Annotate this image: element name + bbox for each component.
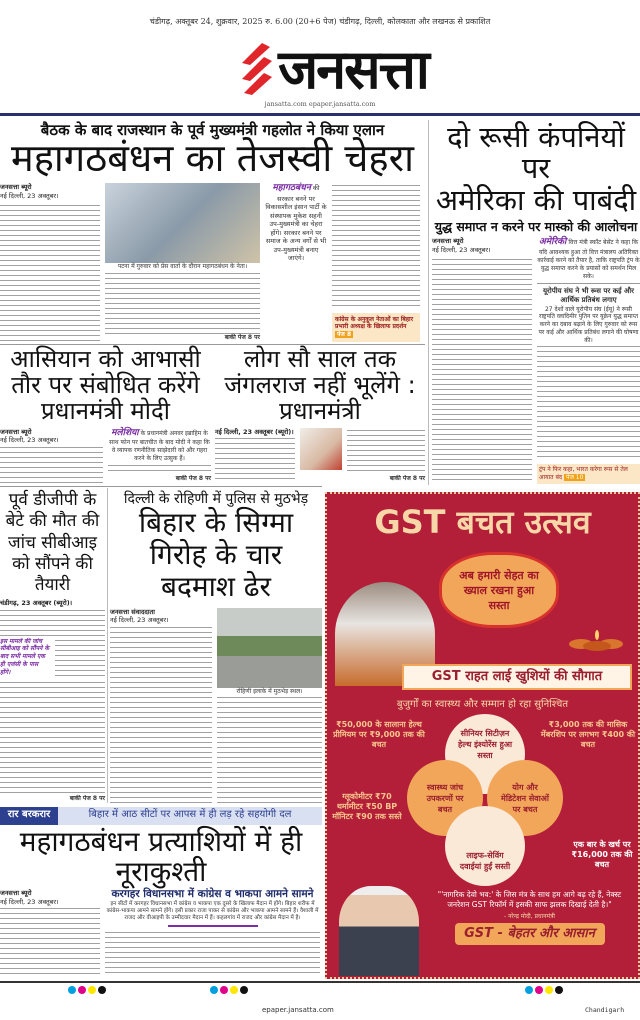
register-mark <box>78 986 86 994</box>
footer-edition: Chandigarh <box>585 1006 625 1014</box>
lead-body-lower <box>105 271 260 334</box>
headline-line[interactable]: दो रूसी कंपनियों पर <box>447 120 625 186</box>
logo-text: जनसत्ता <box>278 37 428 101</box>
lead-photo[interactable] <box>105 183 260 263</box>
jungleraj-dateline: नई दिल्ली, 23 अक्तूबर (ब्यूरो)। <box>215 427 294 436</box>
lead-columns <box>0 183 425 342</box>
register-mark <box>68 986 76 994</box>
gst-advertisement[interactable] <box>325 492 640 979</box>
band-label: रार बरकरार <box>0 807 58 825</box>
russia-col1 <box>432 237 532 484</box>
eu-head: यूरोपीय संघ ने भी रूस पर कई और आर्थिक प्रतिबंध लगाए <box>543 287 634 305</box>
encounter-kicker: दिल्ली के रोहिणी में पुलिस से मुठभेड़ <box>123 491 309 507</box>
register-mark <box>88 986 96 994</box>
lead-continued[interactable]: बाकी पेज 8 पर <box>224 334 260 342</box>
footer-rule <box>0 981 640 983</box>
ad-speech-bubble: अब हमारी सेहत का ख्याल रखना हुआ सस्ता <box>439 552 559 628</box>
ad-quote-block <box>427 890 632 945</box>
asean-col2 <box>108 428 211 483</box>
pullquote-text: की सरकार बनने पर विकासशील इंसान पार्टी के संस्थापक मुकेश सहनी उप-मुख्यमंत्री का चेहरा होंगे। सरकार बनने पर समाज के अन्य वर्गों से भी उप-मुख्यमंत्री बनाए जाएंगे। <box>265 184 327 262</box>
dateline: नई दिल्ली, 23 अक्तूबर। <box>0 191 59 200</box>
lead-headline[interactable]: महागठबंधन का तेजस्वी चेहरा <box>11 136 414 181</box>
ad-circle-insurance: सीनियर सिटीज़न हेल्थ इंश्योरेंस हुआ सस्ता <box>445 714 525 794</box>
russia-byline <box>432 237 532 254</box>
infight-subtext: इन सीटों में करगहर विधानसभा में कांग्रेस व भाकपा एक दूसरे के खिलाफ मैदान में होंगे। बिहार शरीफ में कांग्रेस-भाकपा आमने सामने होंगे। इसी प्रकार राजा पाकर से कांग्रेस और भाकपा आमने सामने हैं। वैशाली में राजद और वीआइपी के उम्मीदवार मैदान में हैं। कहलगांव में राजद और कांग्रेस मैदान में है। <box>106 900 319 922</box>
ad-quote: "'नागरिक देवो भव:' के जिस मंत्र के साथ हम आगे बढ़ रहे हैं, नेक्स्ट जनरेशन GST रिफॉर्म में इसकी साफ झलक दिखाई देती है।" <box>437 890 622 909</box>
footer-site[interactable]: epaper.jansatta.com <box>262 1006 334 1014</box>
byline: जनसत्ता ब्यूरो <box>432 237 464 246</box>
register-mark <box>555 986 563 994</box>
dgp-continued[interactable]: बाकी पेज 8 पर <box>69 795 105 803</box>
side-kicker: अमेरिकी <box>538 237 567 248</box>
pull-kicker: मलेशिया <box>111 427 139 438</box>
ad-saving-membership: ₹3,000 तक की मासिक मेंबरशिप पर लगभग ₹400 की बचत <box>540 720 636 749</box>
encounter-columns <box>110 608 322 803</box>
encounter-body <box>110 625 212 803</box>
encounter-col2 <box>217 608 322 803</box>
jungleraj-story <box>215 347 425 483</box>
website-links[interactable]: jansatta.com epaper.jansatta.com <box>264 100 376 108</box>
encounter-col1 <box>110 608 212 803</box>
byline: जनसत्ता ब्यूरो <box>0 889 32 898</box>
ad-circle-devices: स्वास्थ्य जांच उपकरणों पर बचत <box>407 760 483 836</box>
headline-line[interactable]: अमेरिका की पाबंदी <box>435 182 637 217</box>
lead-body-col1 <box>0 203 100 342</box>
infight-col2 <box>105 889 320 977</box>
register-mark <box>220 986 228 994</box>
lead-box <box>332 313 420 342</box>
lead-pullquote <box>265 183 327 342</box>
dgp-body-3 <box>0 680 105 796</box>
infight-headline[interactable]: महागठबंधन प्रत्याशियों में ही नूराकुश्ती <box>19 825 303 889</box>
infight-col1 <box>0 889 100 977</box>
russia-body <box>432 257 532 484</box>
infight-body <box>0 906 100 977</box>
ad-banner: GST राहत लाई खुशियों की सौगात <box>402 664 632 690</box>
encounter-headline[interactable]: बिहार के सिग्मा गिरोह के चार बदमाश ढेर <box>138 506 294 604</box>
infight-subhead: करगहर विधानसभा में कांग्रेस व भाकपा आमने सामने <box>111 888 314 901</box>
infight-body-2 <box>105 930 320 977</box>
ad-saving-onetime: एक बार के खर्च पर ₹16,000 तक की बचत <box>571 840 633 869</box>
asean-continued[interactable]: बाकी पेज 8 पर <box>175 475 211 483</box>
dgp-headline[interactable]: पूर्व डीजीपी के बेटे की मौत की जांच सीबीआइ को सौंपने की तैयारी <box>5 490 100 595</box>
asean-body <box>0 445 103 483</box>
divider <box>537 283 640 284</box>
eu-body <box>537 344 640 461</box>
box-text: कांग्रेस के अनुकूल नेताओं का बिहार प्रभारी अध्यक्ष के खिलाफ प्रदर्शन <box>335 315 414 331</box>
divider <box>0 486 322 487</box>
jungleraj-col1 <box>215 428 295 483</box>
register-mark <box>240 986 248 994</box>
band-text: बिहार में आठ सीटों पर आपस में ही लड़ रहे सहयोगी दल <box>88 809 292 820</box>
dgp-story <box>0 490 105 803</box>
asean-columns <box>0 428 211 483</box>
register-mark <box>98 986 106 994</box>
side-text: वित्त मंत्री स्कॉट बेसेंट ने कहा कि यदि आवश्यक हुआ तो वित्त मंत्रालय अतिरिक्त कार्रवाई करने को तैयार है, ताकि राष्ट्रपति ट्रंप के युद्ध समाप्त करने के प्रयासों को समर्थन मिल सके। <box>537 239 640 280</box>
masthead-rule <box>0 113 640 116</box>
jungleraj-headline[interactable]: लोग सौ साल तक जंगलराज नहीं भूलेंगे : प्रधानमंत्री <box>224 345 416 425</box>
asean-pull <box>108 428 211 463</box>
box-text: ट्रंप ने फिर कहा, भारत करेगा रूस से तेल आयात बंद <box>539 466 628 482</box>
pullquote-kicker: महागठबंधन <box>272 183 311 194</box>
dgp-dateline: चंडीगढ़, 23 अक्तूबर (ब्यूरो)। <box>0 599 73 608</box>
section-band <box>0 807 322 825</box>
asean-col1 <box>0 428 103 483</box>
modi-photo <box>300 428 342 470</box>
asean-headline[interactable]: आसियान को आभासी तौर पर संबोधित करेंगे प्रधानमंत्री मोदी <box>10 345 201 425</box>
encounter-byline <box>110 608 212 625</box>
page-ref[interactable]: पेज 8 <box>337 331 352 339</box>
masthead-logo[interactable] <box>150 38 510 100</box>
lead-photo-caption: पटना में गुरुवार को प्रेस वार्ता के दौरान महागठबंधन के नेता। <box>117 263 248 271</box>
jungleraj-columns <box>215 428 425 483</box>
page-ref[interactable]: पेज 10 <box>566 474 584 482</box>
ad-footer: GST - बेहतर और आसान <box>455 923 605 945</box>
column-divider <box>107 488 108 803</box>
ad-saving-devices: ग्लूकोमीटर ₹70 थर्मामीटर ₹50 BP मॉनिटर ₹90 तक सस्ते <box>332 792 402 821</box>
ad-subtitle: बुजुर्गों का स्वास्थ्य और सम्मान हो रहा सुनिश्चित <box>396 699 569 710</box>
russia-headline <box>432 122 640 216</box>
lead-body-col4 <box>332 183 420 309</box>
asean-body-2 <box>108 463 211 475</box>
ad-title: GST बचत उत्सव <box>374 503 591 541</box>
jungleraj-body-2 <box>347 428 425 475</box>
ad-saving-premium: ₹50,000 के सालाना हेल्थ प्रीमियम पर ₹9,000 तक की बचत <box>333 720 425 749</box>
russia-box <box>537 464 640 484</box>
ad-quote-by: - नरेन्द्र मोदी, प्रधानमंत्री <box>504 912 555 920</box>
jungleraj-continued[interactable]: बाकी पेज 8 पर <box>389 475 425 483</box>
lead-col4 <box>332 183 420 342</box>
eu-text: 27 देशों वाले यूरोपीय संघ (ईयू) ने रूसी राष्ट्रपति व्लादिमीर पुतिन पर यूक्रेन युद्ध समाप्त करने का दबाव बढ़ाने के लिए गुरुवार को रूस पर कई और आर्थिक प्रतिबंध लगाने की घोषणा की। <box>538 305 639 344</box>
logo-swoosh-icon <box>232 41 278 97</box>
dgp-quote-row <box>0 638 105 677</box>
dateline: नई दिल्ली, 23 अक्तूबर। <box>0 897 59 906</box>
register-mark <box>525 986 533 994</box>
pull-text: के प्रधानमंत्री अनवर इब्राहिम के साथ फोन पर बातचीत के बाद मोदी ने कहा कि वे व्यापक रणनीतिक साझेदारी को और गहरा करने के लिए उत्सुक हैं। <box>109 429 210 462</box>
register-mark <box>230 986 238 994</box>
encounter-photo-caption: रोहिणी इलाके में मुठभेड़ स्थल। <box>236 687 303 695</box>
russia-side <box>537 237 640 280</box>
byline: जनसत्ता ब्यूरो <box>0 427 32 436</box>
ad-circle-yoga: योग और मेडिटेशन सेवाओं पर बचत <box>487 760 563 836</box>
jungleraj-col3 <box>347 428 425 483</box>
encounter-photo[interactable] <box>217 608 322 688</box>
lead-col2 <box>105 183 260 342</box>
register-mark <box>210 986 218 994</box>
encounter-story <box>110 492 322 803</box>
ad-pm-photo <box>339 886 419 976</box>
encounter-body-2 <box>217 695 322 803</box>
lead-byline <box>0 183 100 200</box>
asean-story <box>0 347 211 483</box>
lead-col1 <box>0 183 100 342</box>
lead-story <box>0 122 425 342</box>
dateline: नई दिल्ली, 23 अक्तूबर। <box>432 245 491 254</box>
dateline: नई दिल्ली, 23 अक्तूबर। <box>0 436 59 445</box>
russia-story <box>432 122 640 484</box>
russia-columns <box>432 237 640 484</box>
jungleraj-body <box>215 436 295 483</box>
dateline: नई दिल्ली, 23 अक्तूबर। <box>110 616 169 625</box>
dateline: चंडीगढ़, अक्तूबर 24, शुक्रवार, 2025 रु. 6.00 (20+6 पेज) चंडीगढ़, दिल्ली, कोलकाता और लखनऊ से प्रकाशित <box>149 17 491 26</box>
register-mark <box>545 986 553 994</box>
column-divider <box>428 120 429 485</box>
byline: जनसत्ता संवाददाता <box>110 607 155 616</box>
dgp-body-2 <box>55 638 105 677</box>
infight-columns <box>0 889 322 977</box>
infight-byline <box>0 889 100 906</box>
dgp-body <box>0 608 105 638</box>
divider <box>168 925 258 927</box>
asean-byline <box>0 428 103 445</box>
lead-kicker: बैठक के बाद राजस्थान के पूर्व मुख्यमंत्री गहलोत ने किया एलान <box>40 121 385 139</box>
diya-lamps-icon <box>567 629 627 651</box>
register-mark <box>535 986 543 994</box>
russia-subhead: युद्ध समाप्त न करने पर मास्को की आलोचना <box>434 218 638 234</box>
infight-story <box>0 807 322 977</box>
dgp-quote: इस मामले की जांच सीबीआइ को सौंपने के बाद सभी मामले एक ही एजंसी के पास होंगे। <box>0 637 50 676</box>
byline: जनसत्ता ब्यूरो <box>0 183 32 192</box>
russia-col2 <box>537 237 640 484</box>
ad-circle-medicines: लाइफ-सेविंग दवाईयां हुईं सस्ती <box>445 806 525 886</box>
